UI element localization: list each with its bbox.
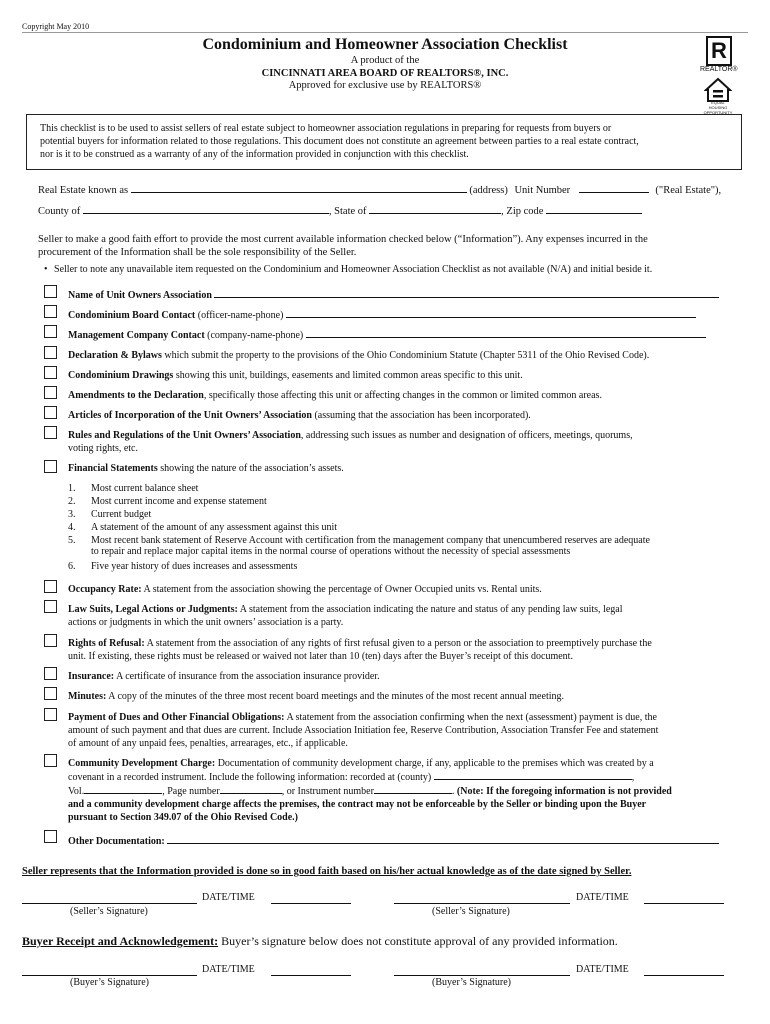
- datetime-label: DATE/TIME: [202, 964, 255, 975]
- item-community-development: Community Development Charge: Documentation of community development charge, if any, applicable to the premises which was created by a covenant in a recorded instrument. Include the following information: recorded at (county) , Vol. , Page number , or Instrument number . (Note: If the foregoing information is not provided and a community development charge affects the premises, the contract may not be enforceable by the Seller or binding upon the Buyer pursuant to Section 349.07 of the Ohio Revised Code.): [68, 758, 672, 823]
- board-name: CINCINNATI AREA BOARD OF REALTORS®, INC.: [261, 68, 509, 79]
- item-occupancy-rate: Occupancy Rate: A statement from the association showing the percentage of Owner Occupied units vs. Rental units.: [68, 584, 542, 595]
- list-number: 2.: [68, 496, 76, 507]
- disclaimer-text: This checklist is to be used to assist sellers of real estate subject to homeowner association regulations in preparing for requests from buyers or potential buyers for information related to those regulations. This document does not constitute an agreement between parties to a real estate contract, nor is it to be construed as a warranty of any of the information provided in conjunction with this checklist.: [40, 123, 639, 160]
- item-articles-incorporation: Articles of Incorporation of the Unit Owners’ Association (assuming that the association has been incorporated).: [68, 410, 531, 421]
- buyer-receipt: Buyer Receipt and Acknowledgement: Buyer’s signature below does not constitute approval of any provided information.: [22, 934, 618, 948]
- other-documentation-field[interactable]: [167, 834, 719, 844]
- seller-datetime-field-2[interactable]: [644, 903, 724, 904]
- list-number: 4.: [68, 522, 76, 533]
- seller-signature-label: (Seller’s Signature): [70, 906, 148, 917]
- list-item: Current budget: [91, 509, 152, 520]
- list-number: 6.: [68, 561, 76, 572]
- item-minutes: Minutes: A copy of the minutes of the three most recent board meetings and the minutes of the most recent annual meeting.: [68, 691, 564, 702]
- buyer-signature-line-2[interactable]: [394, 975, 570, 976]
- approved-text: Approved for exclusive use by REALTORS®: [288, 80, 482, 91]
- checkbox-amendments[interactable]: [44, 386, 57, 399]
- item-declaration-bylaws: Declaration & Bylaws which submit the property to the provisions of the Ohio Condominium Statute (Chapter 5311 of the Ohio Revised Code).: [68, 350, 650, 361]
- list-item: Most current income and expense statement: [91, 496, 267, 507]
- item-law-suits: Law Suits, Legal Actions or Judgments: A statement from the association indicating the nature and status of any pending law suits, legal actions or judgments in which the unit owners’ association is a party.: [68, 604, 623, 628]
- checkbox-community-development[interactable]: [44, 754, 57, 767]
- item-rules-regulations: Rules and Regulations of the Unit Owners’ Association, addressing such issues as number and designation of officers, meetings, quorums, voting rights, etc.: [68, 430, 633, 454]
- top-divider: [22, 32, 748, 33]
- product-of-text: A product of the: [350, 55, 420, 66]
- bullet-note: • Seller to note any unavailable item requested on the Condominium and Homeowner Association Checklist as not available (N/A) and initial beside it.: [44, 264, 653, 275]
- buyer-datetime-field-2[interactable]: [644, 975, 724, 976]
- eho-label: EQUAL HOUSING OPPORTUNITY: [703, 100, 733, 115]
- item-board-contact: Condominium Board Contact (officer-name-phone): [68, 308, 740, 322]
- list-item: Most recent bank statement of Reserve Account with certification from the management company that unencumbered reserves are adequate to repair and replace major capital items in the normal course of operations without the necessity of special assessments: [91, 535, 650, 557]
- unit-number-field[interactable]: [579, 183, 649, 193]
- checkbox-insurance[interactable]: [44, 667, 57, 680]
- checkbox-payment-dues[interactable]: [44, 708, 57, 721]
- checkbox-financial-statements[interactable]: [44, 460, 57, 473]
- county-row: County of , State of , Zip code: [38, 204, 642, 217]
- county-field[interactable]: [83, 204, 329, 214]
- unit-owners-association-field[interactable]: [214, 288, 719, 298]
- datetime-label: DATE/TIME: [576, 892, 629, 903]
- list-number: 3.: [68, 509, 76, 520]
- list-number: 1.: [68, 483, 76, 494]
- item-rights-of-refusal: Rights of Refusal: A statement from the association of any rights of first refusal given to a person or the association to preemptively purchase the unit. If existing, these rights must be released or waived not later than 10 (ten) days after the Buyer’s receipt of this document.: [68, 638, 652, 662]
- management-contact-field[interactable]: [306, 328, 706, 338]
- checkbox-law-suits[interactable]: [44, 600, 57, 613]
- item-payment-dues: Payment of Dues and Other Financial Obligations: A statement from the association confirming when the next (assessment) payment is due, the amount of such payment and that dues are current. Include Association Initiation fee, Reserve Contribution, Association Transfer Fee and statement of amount of any unpaid fees, penalties, arrearages, etc., if applicable.: [68, 712, 659, 749]
- checkbox-other-documentation[interactable]: [44, 830, 57, 843]
- checkbox-occupancy-rate[interactable]: [44, 580, 57, 593]
- list-item: A statement of the amount of any assessment against this unit: [91, 522, 338, 533]
- known-as-field[interactable]: [131, 183, 467, 193]
- checkbox-board-contact[interactable]: [44, 305, 57, 318]
- seller-datetime-field-1[interactable]: [271, 903, 351, 904]
- item-amendments: Amendments to the Declaration, specifically those affecting this unit or affecting changes in the common or limited common areas.: [68, 390, 602, 401]
- item-insurance: Insurance: A certificate of insurance from the association insurance provider.: [68, 671, 380, 682]
- item-other-documentation: Other Documentation:: [68, 834, 740, 848]
- copyright-text: Copyright May 2010: [22, 22, 90, 31]
- checkbox-rights-of-refusal[interactable]: [44, 634, 57, 647]
- checkbox-articles-incorporation[interactable]: [44, 406, 57, 419]
- seller-signature-label: (Seller’s Signature): [432, 906, 510, 917]
- datetime-label: DATE/TIME: [576, 964, 629, 975]
- page-number-field[interactable]: [220, 784, 282, 794]
- buyer-datetime-field-1[interactable]: [271, 975, 351, 976]
- list-item: Most current balance sheet: [91, 483, 199, 494]
- intro-paragraph: Seller to make a good faith effort to provide the most current available information checked below (“Information”). Any expenses incurred in the procurement of the Information shall be the sole responsibility of the Seller.: [38, 234, 648, 258]
- realtor-logo-icon: R: [706, 36, 732, 66]
- checkbox-unit-owners-association[interactable]: [44, 285, 57, 298]
- item-unit-owners-association: Name of Unit Owners Association: [68, 288, 740, 302]
- seller-signature-line-1[interactable]: [22, 903, 197, 904]
- buyer-signature-label: (Buyer’s Signature): [70, 977, 149, 988]
- page-title: Condominium and Homeowner Association Checklist: [202, 36, 568, 53]
- checkbox-declaration-bylaws[interactable]: [44, 346, 57, 359]
- buyer-signature-line-1[interactable]: [22, 975, 197, 976]
- list-item: Five year history of dues increases and assessments: [91, 561, 298, 572]
- checkbox-management-contact[interactable]: [44, 325, 57, 338]
- real-estate-known-as-row: Real Estate known as (address) Unit Number ("Real Estate"),: [38, 185, 722, 196]
- instrument-number-field[interactable]: [374, 784, 452, 794]
- item-management-contact: Management Company Contact (company-name-phone): [68, 328, 740, 342]
- buyer-signature-label: (Buyer’s Signature): [432, 977, 511, 988]
- county-recorded-field[interactable]: [434, 770, 632, 780]
- vol-field[interactable]: [84, 784, 162, 794]
- item-financial-statements: Financial Statements showing the nature of the association’s assets.: [68, 463, 344, 474]
- checkbox-condo-drawings[interactable]: [44, 366, 57, 379]
- realtor-label: REALTOR®: [700, 66, 738, 73]
- state-field[interactable]: [369, 204, 501, 214]
- item-condo-drawings: Condominium Drawings showing this unit, buildings, easements and limited common areas specific to this unit.: [68, 370, 523, 381]
- zip-field[interactable]: [546, 204, 642, 214]
- board-contact-field[interactable]: [286, 308, 696, 318]
- checkbox-minutes[interactable]: [44, 687, 57, 700]
- seller-signature-line-2[interactable]: [394, 903, 570, 904]
- checkbox-rules-regulations[interactable]: [44, 426, 57, 439]
- list-number: 5.: [68, 535, 76, 546]
- seller-declaration: Seller represents that the Information provided is done so in good faith based on his/her actual knowledge as of the date signed by Seller.: [22, 866, 632, 877]
- bullet-icon: •: [44, 264, 48, 275]
- datetime-label: DATE/TIME: [202, 892, 255, 903]
